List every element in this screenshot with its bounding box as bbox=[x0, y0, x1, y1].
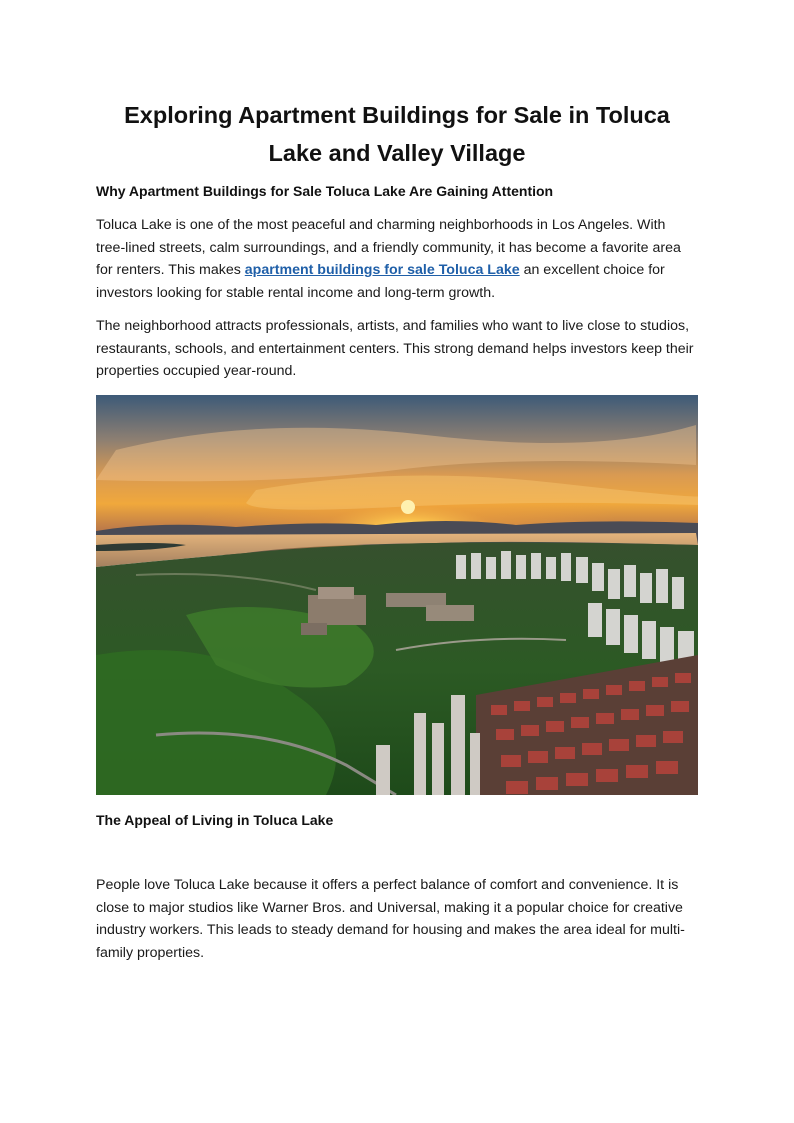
sun bbox=[401, 500, 415, 514]
aerial-sunset-illustration bbox=[96, 395, 698, 795]
paragraph-appeal: People love Toluca Lake because it offers a perfect balance of comfort and convenience. It is close to major studios like Warner Bros. and Universal, making it a popular choice for creative industry workers. This leads to steady demand for housing and makes the area ideal for multi-family properties. bbox=[96, 877, 685, 961]
paragraph-intro bbox=[96, 214, 698, 304]
hero-aerial-photo bbox=[96, 395, 698, 795]
page-title: Exploring Apartment Buildings for Sale in Toluca Lake and Valley Village bbox=[124, 102, 670, 166]
section-heading-attention: Why Apartment Buildings for Sale Toluca Lake Are Gaining Attention bbox=[96, 183, 554, 199]
toluca-lake-listings-link[interactable]: apartment buildings for sale Toluca Lake bbox=[244, 262, 520, 279]
section-heading-appeal: The Appeal of Living in Toluca Lake bbox=[96, 812, 334, 828]
paragraph-intro-text-start: Toluca Lake is one of the most peaceful and charming neighborhoods in Los Angeles. With tree-lined streets, calm surroundings, and a friendly community, it has become a favorite area for renters. This makes bbox=[96, 217, 681, 279]
paragraph-intro-text-end: an excellent choice for investors looking for stable rental income and long-term growth. bbox=[96, 262, 665, 301]
paragraph-demand: The neighborhood attracts professionals, artists, and families who want to live close to studios, restaurants, schools, and entertainment centers. This strong demand helps investors keep their properties occupied year-round. bbox=[96, 318, 694, 380]
